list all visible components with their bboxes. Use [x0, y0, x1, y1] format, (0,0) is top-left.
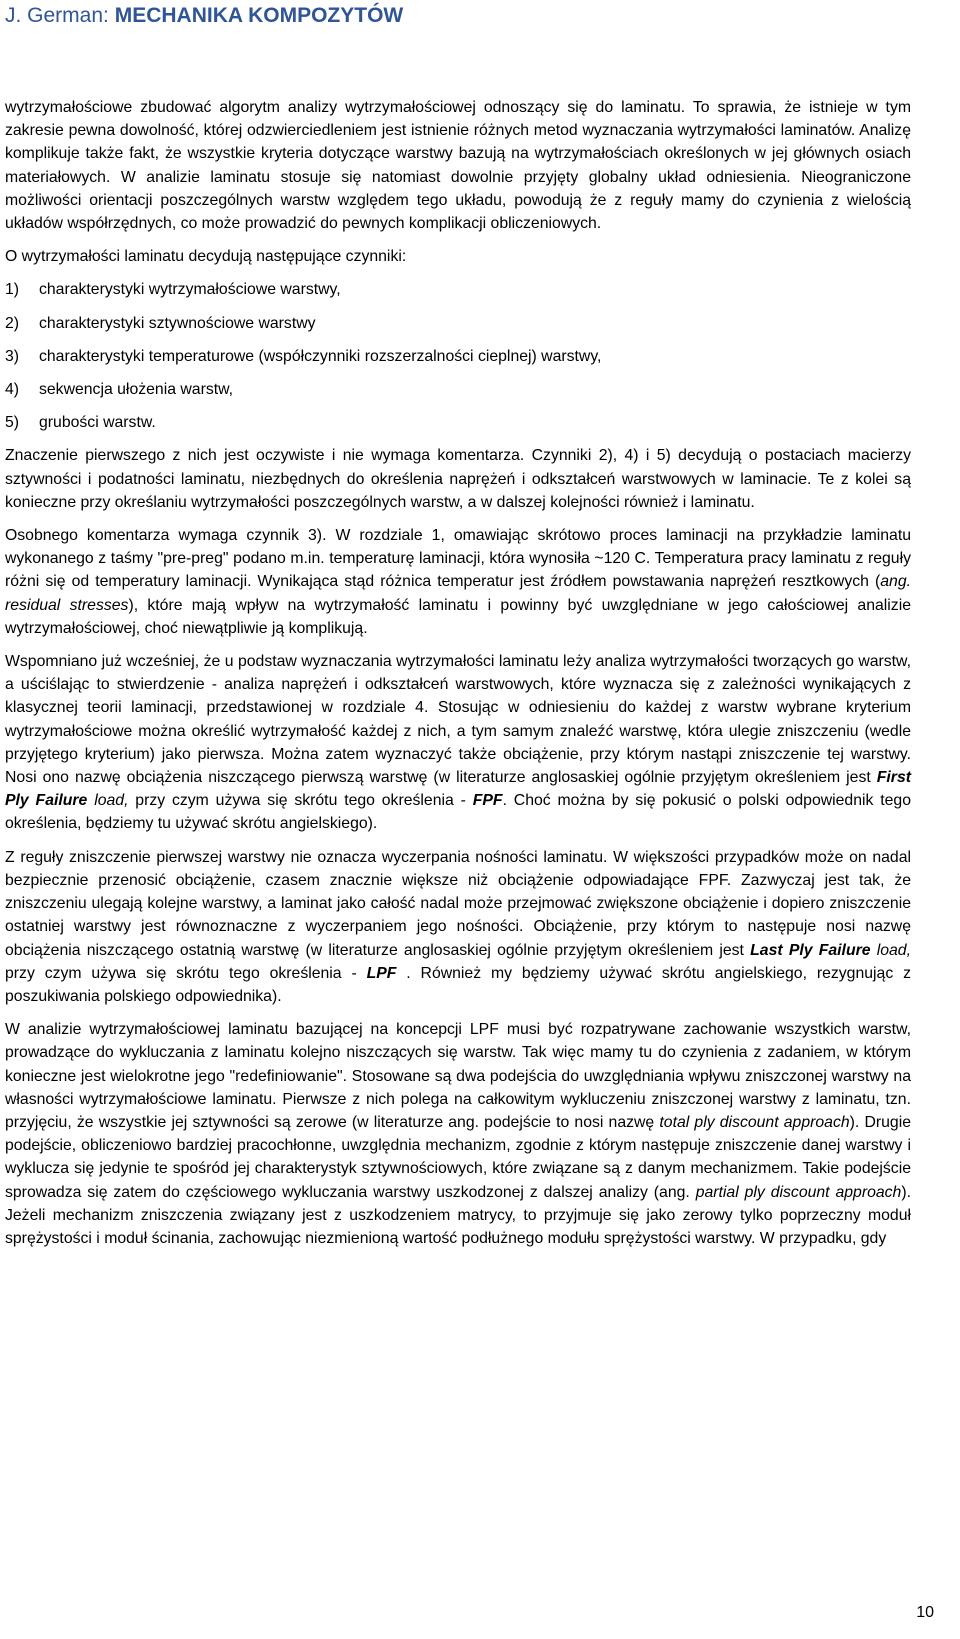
list-number: 5)	[5, 414, 20, 432]
text-run: . Również my będziemy używać skrótu angielskiego, rezygnując z poszukiwania polskiego odpowiednika).	[5, 964, 911, 1005]
list-number: 3)	[5, 347, 20, 365]
italic-term: partial ply discount approach	[695, 1183, 902, 1201]
document-body	[5, 96, 911, 1260]
italic-term: load,	[870, 941, 911, 959]
text-run: przy czym używa się skrótu tego określenia -	[5, 964, 367, 982]
italic-term: ang. residual stresses	[5, 573, 911, 614]
paragraph-lpf	[5, 846, 911, 1008]
text-run: W analizie wytrzymałościowej laminatu bazującej na koncepcji LPF musi być rozpatrywane zachowanie wszystkich warstw, prowadzące do wykluczania z laminatu kolejno niszczących się warstw. Tak więc mamy tu do czynienia z zadaniem, w którym konieczne jest wielokrotne jego "redefiniowanie". Stosowane są dwa podejścia do uwzględniania wpływu zniszczonej warstwy na własności wytrzymałościowe laminatu. Pierwsze z nich polega na całkowitym wykluczeniu zniszczonej warstwy z laminatu, tzn. przyjęciu, że wszystkie jej sztywności są zerowe (w literaturze ang. podejście to nosi nazwę	[5, 1021, 911, 1131]
list-item	[5, 345, 911, 368]
list-text: charakterystyki wytrzymałościowe warstwy,	[39, 281, 341, 299]
running-header	[5, 4, 403, 28]
text-run: Z reguły zniszczenie pierwszej warstwy nie oznacza wyczerpania nośności laminatu. W większości przypadków może on nadal bezpiecznie przenosić obciążenie, czasem znacznie większe niż obciążenie odpowiadające FPF. Zazwyczaj jest tak, że zniszczeniu ulegają kolejne warstwy, a laminat jako całość nadal może przejmować zwiększone obciążenie i dopiero zniszczenie ostatniej warstwy jest równoznaczne z wyczerpaniem jego nośności. Obciążenie, przy którym to następuje nosi nazwę obciążenia niszczącego ostatnią warstwę (w literaturze anglosaskiej ogólnie przyjętym określeniem jest	[5, 848, 911, 959]
list-text: grubości warstw.	[39, 414, 156, 432]
term-first-ply-failure: First Ply Failure	[5, 769, 911, 810]
paragraph-lpf-analysis	[5, 1018, 911, 1250]
term-last-ply-failure: Last Ply Failure	[750, 941, 871, 959]
list-text: charakterystyki sztywnościowe warstwy	[39, 314, 316, 332]
list-item	[5, 278, 911, 301]
paragraph-intro: wytrzymałościowe zbudować algorytm analizy wytrzymałościowej odnoszący się do laminatu. To sprawia, że istnieje w tym zakresie pewna dowolność, której odzwierciedleniem jest istnienie różnych metod wyznaczania wytrzymałości laminatów. Analizę komplikuje także fakt, że wszystkie kryteria dotyczące warstwy bazują na wytrzymałościach określonych w jej głównych osiach materiałowych. W analizie laminatu stosuje się natomiast dowolnie przyjęty globalny układ odniesienia. Nieograniczone możliwości orientacji poszczególnych warstw względem tego układu, powodują że z reguły mamy do czynienia z wielością układów współrzędnych, co może prowadzić do pewnych komplikacji obliczeniowych.	[5, 99, 911, 233]
header-author: J. German:	[5, 4, 115, 27]
page-number: 10	[916, 1604, 934, 1621]
abbr-fpf: FPF	[472, 792, 503, 810]
paragraph-factors-lead: O wytrzymałości laminatu decydują następujące czynniki:	[5, 248, 407, 266]
header-title: MECHANIKA KOMPOZYTÓW	[114, 4, 404, 27]
list-number: 2)	[5, 314, 20, 332]
text-run: przy czym używa się skrótu tego określenia -	[128, 792, 473, 810]
text-run: Osobnego komentarza wymaga czynnik 3). W rozdziale 1, omawiając skrótowo proces laminacji na przykładzie laminatu wykonanego z taśmy "pre-preg" podano m.in. temperaturę laminacji, która wynosiła ~120 C. Temperatura pracy laminatu z reguły różni się od temperatury laminacji. Wynikająca stąd różnica temperatur jest źródłem powstawania naprężeń resztkowych (	[5, 527, 911, 591]
list-text: charakterystyki temperaturowe (współczynniki rozszerzalności cieplnej) warstwy,	[39, 347, 602, 365]
list-number: 4)	[5, 381, 20, 399]
text-run: Wspomniano już wcześniej, że u podstaw wyznaczania wytrzymałości laminatu leży analiza wytrzymałości tworzących go warstw, a uściślając to stwierdzenie - analiza naprężeń i odkształceń warstwowych, które wyznacza się z zależności wynikających z klasycznej teorii laminacji, przedstawionej w rozdziale 4. Stosując w odniesieniu do każdej z warstw wybrane kryterium wytrzymałościowe można określić wytrzymałość każdej z nich, a tym samym znaleźć warstwę, która ulegie zniszczeniu (wedle przyjętego kryterium) jako pierwsza. Można zatem wyznaczyć także obciążenie, przy którym nastąpi zniszczenie tej warstwy. Nosi ono nazwę obciążenia niszczącego pierwszą warstwę (w literaturze anglosaskiej ogólnie przyjętym określeniem jest	[5, 653, 911, 787]
list-number: 1)	[5, 281, 20, 299]
paragraph-factors-comment: Znaczenie pierwszego z nich jest oczywiste i nie wymaga komentarza. Czynniki 2), 4) i 5) decydują o postaciach macierzy sztywności i podatności laminatu, niezbędnych do określenia naprężeń i odkształceń warstwowych w laminacie. Te z kolei są konieczne przy określaniu wytrzymałości poszczególnych warstw, a w dalszej kolejności również i laminatu.	[5, 447, 911, 511]
italic-term: load,	[87, 792, 129, 810]
list-item	[5, 378, 911, 401]
italic-term: total ply discount approach	[659, 1113, 850, 1131]
list-text: sekwencja ułożenia warstw,	[39, 381, 234, 399]
text-run: ). Drugie podejście, obliczeniowo bardziej pracochłonne, uwzględnia mechanizm, zgodnie z którym następuje zniszczenie danej warstwy i wyklucza się jedynie te spośród jej charakterystyk sztywnościowych, które związane są z danym mechanizmem. Takie podejście sprowadza się zatem do częściowego wykluczania warstwy uszkodzonej z dalszej analizy (ang.	[5, 1113, 912, 1201]
abbr-lpf: LPF	[366, 964, 397, 982]
list-item	[5, 411, 911, 434]
text-run: ), które mają wpływ na wytrzymałość laminatu i powinny być uwzględniane w jego całościowej analizie wytrzymałościowej, choć niewątpliwie ją komplikują.	[5, 596, 911, 637]
paragraph-temperature	[5, 524, 911, 640]
text-run: ). Jeżeli mechanizm zniszczenia związany jest z uszkodzeniem matrycy, to przyjmuje się jako zerowy tylko poprzeczny moduł sprężystości i moduł ścinania, zachowując niezmienioną wartość podłużnego modułu sprężystości warstwy. W przypadku, gdy	[5, 1183, 911, 1247]
paragraph-fpf	[5, 650, 911, 836]
list-item	[5, 312, 911, 335]
text-run: . Choć można by się pokusić o polski odpowiednik tego określenia, będziemy tu używać skrótu angielskiego).	[5, 792, 911, 833]
